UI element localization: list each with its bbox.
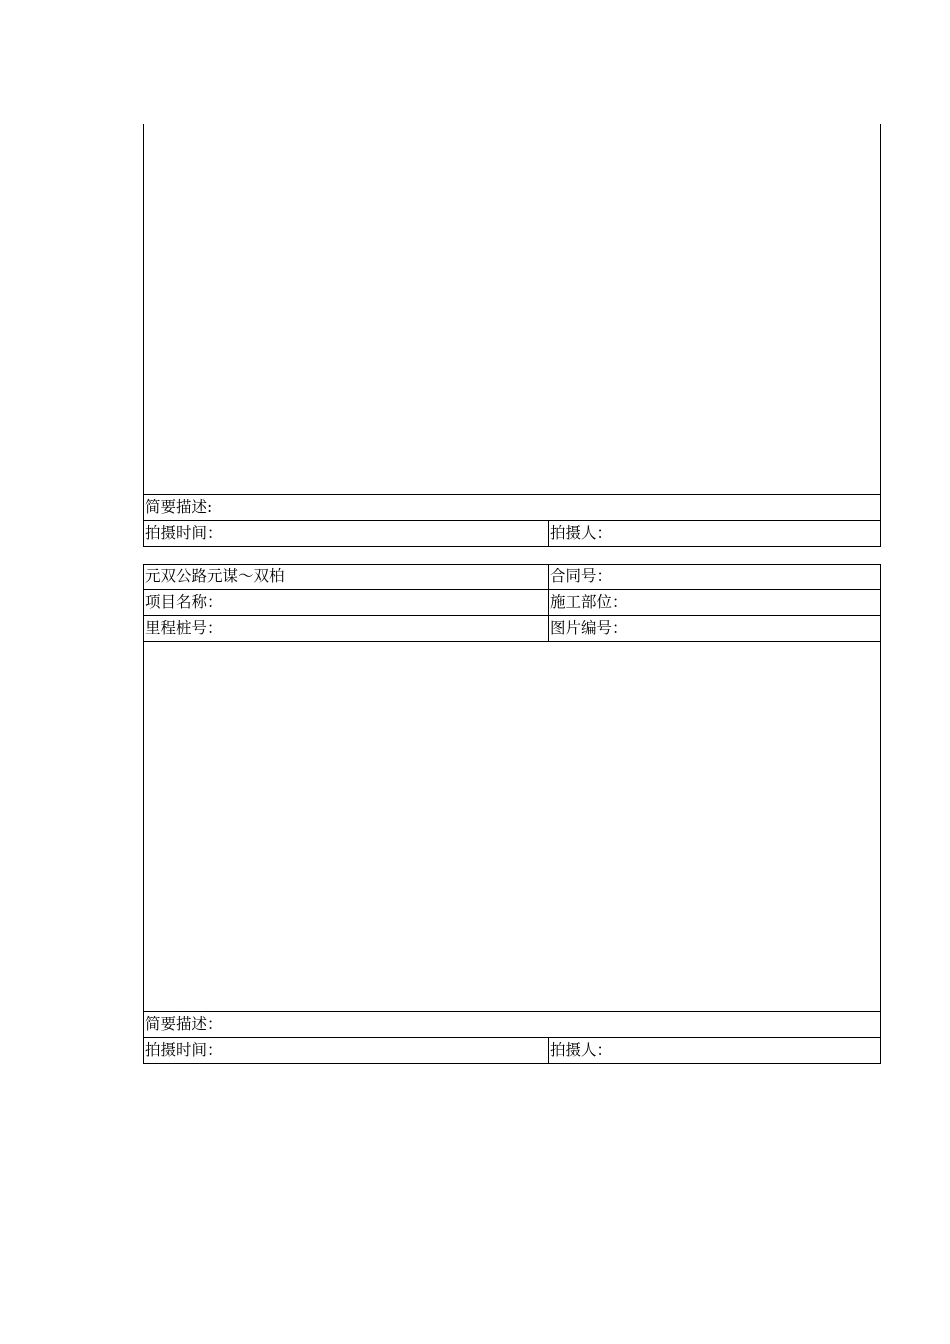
photo-area <box>143 124 881 495</box>
description-row <box>143 1012 881 1038</box>
shoot-time-label: 拍摄时间： <box>144 1038 549 1063</box>
project-line: 元双公路元谋～双柏 <box>144 565 549 589</box>
shoot-info-row <box>143 521 881 547</box>
description-label: 简要描述: <box>145 497 213 516</box>
photographer-label: 拍摄人： <box>550 1040 613 1059</box>
mileage-label: 里程桩号： <box>144 616 549 641</box>
description-row <box>143 495 881 521</box>
photo-record-form-1 <box>143 124 881 547</box>
contract-no-label: 合同号： <box>550 567 613 586</box>
header-row-name <box>143 590 881 616</box>
photo-no-label: 图片编号： <box>550 618 628 637</box>
shoot-info-row <box>143 1038 881 1064</box>
construction-part-label: 施工部位： <box>550 592 628 611</box>
header-row-project <box>143 564 881 590</box>
photo-area <box>143 642 881 1012</box>
project-name-label: 项目名称： <box>144 590 549 615</box>
photo-record-form-2 <box>143 564 881 1064</box>
photographer-label: 拍摄人： <box>550 523 613 542</box>
shoot-time-label: 拍摄时间： <box>144 521 549 546</box>
description-label: 简要描述： <box>145 1014 223 1033</box>
header-row-mileage <box>143 616 881 642</box>
